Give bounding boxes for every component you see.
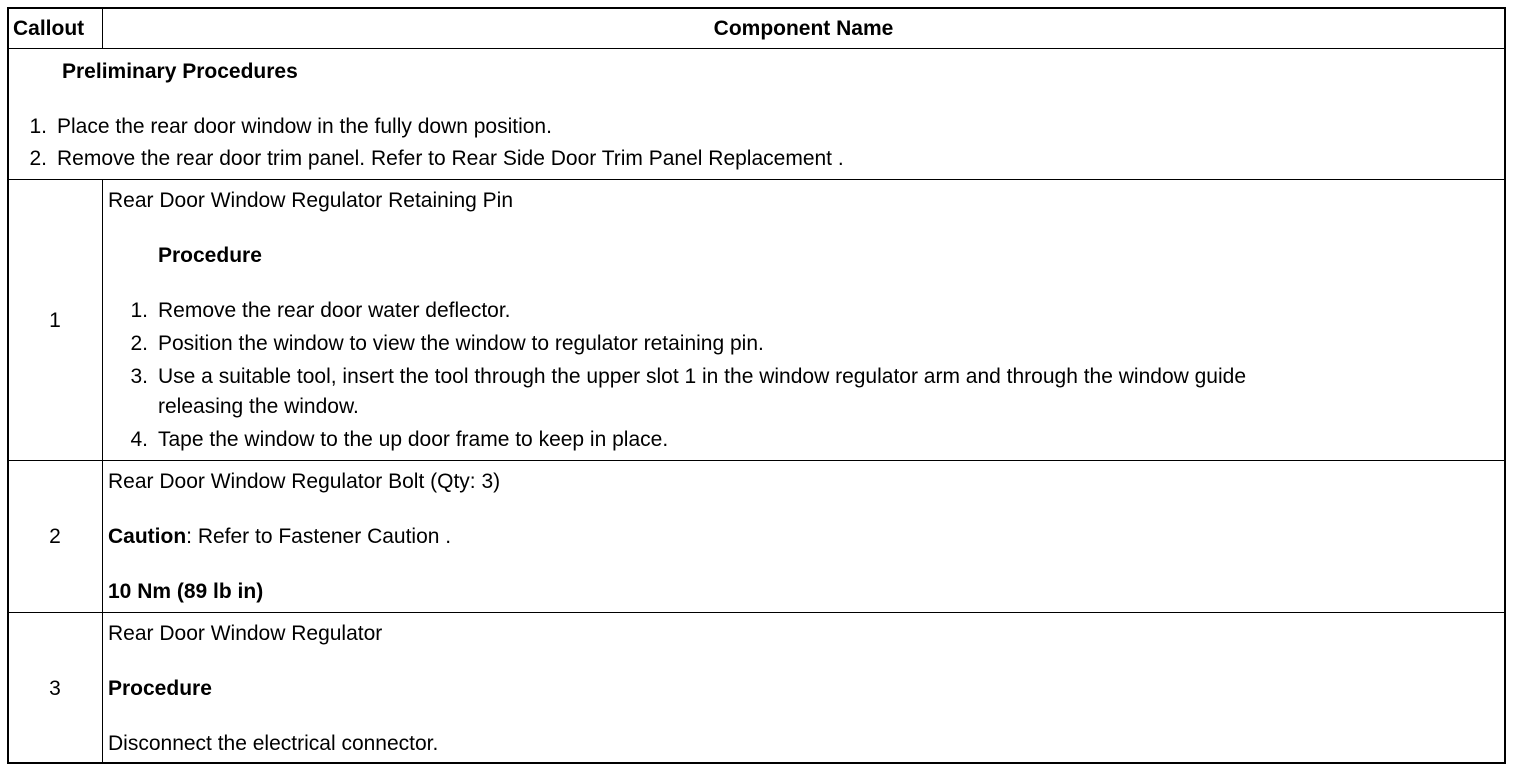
step-text: Remove the rear door trim panel. Refer to Rear Side Door Trim Panel Replacement . [57, 147, 844, 170]
step-number: 1. [130, 299, 148, 322]
procedure-step [110, 332, 764, 356]
component-name: Rear Door Window Regulator Retaining Pin [108, 189, 514, 212]
header-divider [9, 48, 1504, 49]
callout-number: 3 [49, 677, 61, 700]
step-text: Tape the window to the up door frame to keep in place. [158, 428, 669, 451]
procedure-step-continuation: releasing the window. [158, 395, 359, 418]
caution-note [108, 525, 451, 549]
step-number: 2. [29, 147, 47, 170]
caution-label: Caution [108, 525, 187, 548]
procedure-title: Procedure [158, 244, 262, 267]
component-name: Rear Door Window Regulator [108, 622, 383, 645]
row-1-divider [9, 460, 1504, 461]
step-text: Position the window to view the window to regulator retaining pin. [158, 332, 764, 355]
procedure-text: Disconnect the electrical connector. [108, 732, 439, 755]
callout-number: 2 [49, 525, 61, 548]
header-callout: Callout [13, 17, 85, 40]
step-text: Remove the rear door water deflector. [158, 299, 511, 322]
caution-text: : Refer to Fastener Caution . [186, 525, 452, 548]
callout-number: 1 [49, 309, 61, 332]
component-table [7, 7, 1506, 764]
header-component-name: Component Name [713, 17, 894, 40]
preliminary-divider [9, 179, 1504, 180]
step-number: 2. [130, 332, 148, 355]
step-text: Use a suitable tool, insert the tool through the upper slot 1 in the window regulator arm and through the window guide [158, 365, 1247, 388]
step-number: 4. [130, 428, 148, 451]
step-text: Place the rear door window in the fully down position. [57, 115, 552, 138]
procedure-step [110, 299, 511, 323]
row-2-divider [9, 612, 1504, 613]
preliminary-step [9, 115, 552, 139]
procedure-step [110, 428, 668, 452]
step-number: 1. [29, 115, 47, 138]
procedure-step [110, 365, 1246, 389]
component-name: Rear Door Window Regulator Bolt (Qty: 3) [108, 470, 501, 493]
torque-spec: 10 Nm (89 lb in) [108, 580, 264, 603]
callout-column-divider [102, 179, 103, 764]
procedure-title: Procedure [108, 677, 212, 700]
step-number: 3. [130, 365, 148, 388]
preliminary-title: Preliminary Procedures [62, 60, 298, 83]
preliminary-step [9, 147, 844, 171]
